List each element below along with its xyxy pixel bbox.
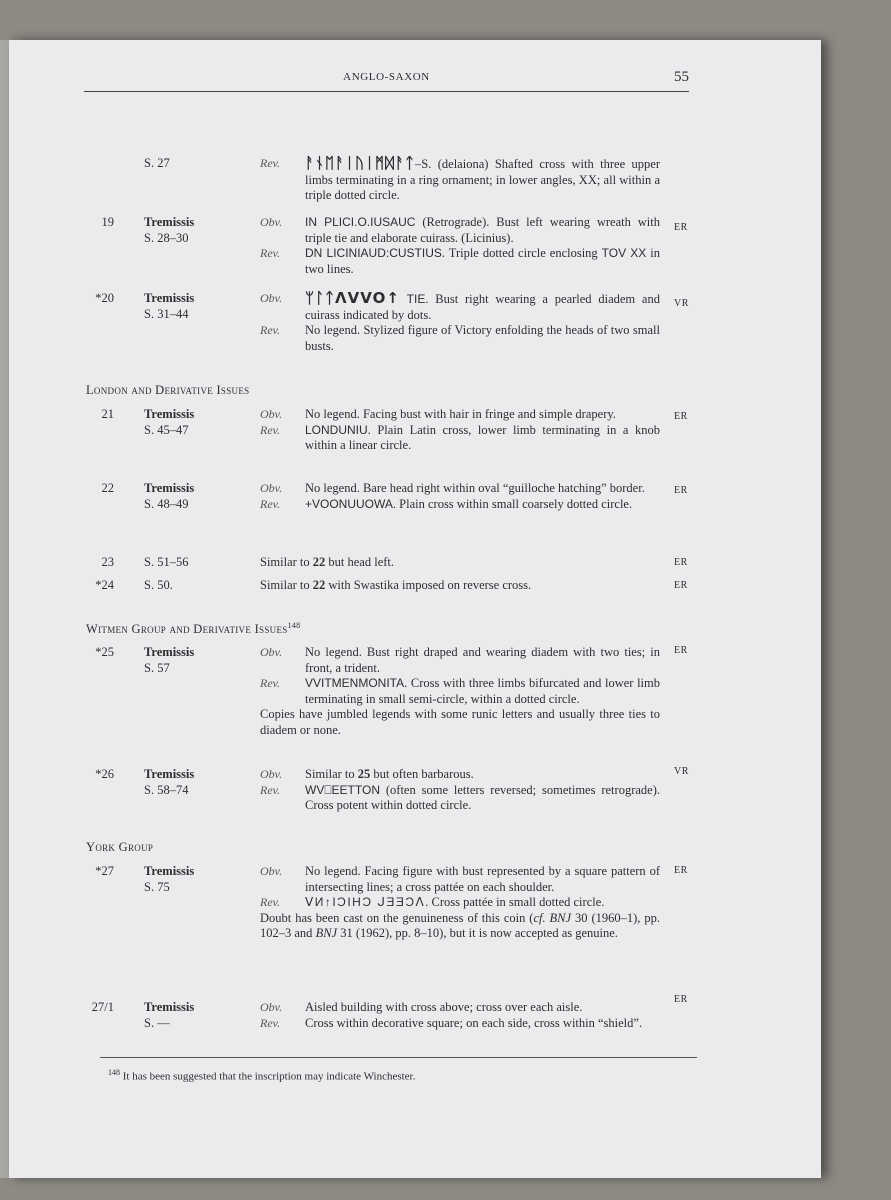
rev-label: Rev. <box>260 323 281 337</box>
rev-legend: WV⎕EETTON <box>305 782 380 797</box>
obv-runic-legend: ᛘᛚᛏΛVVO↑ <box>305 289 400 307</box>
footnote-rule <box>100 1057 697 1058</box>
section-heading-york: York Group <box>86 840 154 854</box>
entry-text-2: with Swastika imposed on reverse cross. <box>325 578 532 592</box>
entry-number: 19 <box>101 215 114 229</box>
rarity: ER <box>674 557 688 568</box>
obv-label: Obv. <box>260 767 283 781</box>
page-edge <box>0 40 9 1178</box>
entry-denomination: Tremissis <box>144 481 195 495</box>
obv-description: . Bust right wearing a pearled diadem and cuirass indicated by dots. <box>305 292 660 322</box>
entry-note <box>260 911 660 942</box>
footnote-number: 148 <box>108 1068 120 1077</box>
entry-denomination: Tremissis <box>144 767 195 781</box>
obv-description: No legend. Bust right draped and wearing diadem with two ties; in front, a trident. <box>305 645 660 675</box>
obv-description-2: but often barbarous. <box>370 767 474 781</box>
rarity: ER <box>674 645 688 656</box>
footnote <box>108 1068 415 1083</box>
note-citation: cf. BNJ <box>533 910 572 925</box>
obv-label: Obv. <box>260 407 283 421</box>
rev-description: . Cross with three limbs bifurcated and lower limb terminating in small semi-circle, within a dotted circle. <box>305 676 660 706</box>
obv-label: Obv. <box>260 291 283 305</box>
obv-label: Obv. <box>260 864 283 878</box>
section-heading-london: London and Derivative Issues <box>86 383 250 397</box>
obv-label: Obv. <box>260 215 283 229</box>
section-heading-witmen <box>86 621 300 637</box>
entry-number: *26 <box>95 767 114 781</box>
obv-legend-2: TIE <box>399 292 426 306</box>
rarity: ER <box>674 865 688 876</box>
entry-number: *25 <box>95 645 114 659</box>
entry-denomination: Tremissis <box>144 1000 195 1014</box>
cross-ref: 22 <box>312 578 326 592</box>
entry-number: 22 <box>101 481 114 495</box>
entry-ref: S. 58–74 <box>144 782 189 797</box>
entry-denomination: Tremissis <box>144 215 195 229</box>
entry-number: *20 <box>95 291 114 305</box>
note-text-2: 30 (1960–1), pp. 102–3 and <box>260 910 660 940</box>
rev-description-2: in two lines. <box>305 246 661 276</box>
obv-description: Similar to <box>305 767 358 781</box>
rev-label: Rev. <box>260 496 281 511</box>
page-header <box>84 69 689 92</box>
rev-label: Rev. <box>260 895 281 909</box>
entry-ref: S. 50. <box>144 578 173 592</box>
entry-number: 27/1 <box>91 1000 114 1014</box>
rarity: ER <box>674 222 688 233</box>
rev-label: Rev. <box>260 156 281 170</box>
entry-denomination: Tremissis <box>144 864 195 878</box>
rev-description: . Triple dotted circle enclosing <box>441 246 602 260</box>
rev-label: Rev. <box>260 676 281 690</box>
rarity: ER <box>674 411 688 422</box>
rev-description: Cross within decorative square; on each side, cross within “shield”. <box>305 1015 643 1030</box>
footnote-text: It has been suggested that the inscription may indicate Winchester. <box>122 1070 416 1083</box>
cross-ref: 25 <box>357 767 371 781</box>
rev-runic-legend: ᚨᚾᛖᚨᛁᚢᛁᛗᛞᚨᛏ <box>305 154 416 172</box>
note-text-3: 31 (1962), pp. 8–10), but it is now accepted as genuine. <box>337 926 618 940</box>
obv-label: Obv. <box>260 645 283 659</box>
rev-legend: LONDUNIU <box>305 422 368 437</box>
rev-description: No legend. Stylized figure of Victory enfolding the heads of two small busts. <box>305 323 660 353</box>
entry-ref: S. 51–56 <box>144 555 189 569</box>
note-text: Doubt has been cast on the genuineness of this coin ( <box>260 910 534 925</box>
entry-ref: S. 45–47 <box>144 422 189 437</box>
rev-description: . Cross pattée in small dotted circle. <box>425 895 605 909</box>
obv-description: (Retrograde). Bust left wearing wreath with triple tie and elaborate cuirass. (Licinius). <box>305 215 661 245</box>
rev-legend: DN LICINIAUD:CUSTIUS <box>305 246 442 260</box>
obv-label: Obv. <box>260 1000 283 1014</box>
note-citation-2: BNJ <box>315 926 338 940</box>
obv-description: No legend. Facing bust with hair in fringe and simple drapery. <box>305 407 616 421</box>
rev-description: . Plain Latin cross, lower limb terminating in a knob within a linear circle. <box>305 422 660 452</box>
rev-label: Rev. <box>260 422 281 437</box>
rev-label: Rev. <box>260 246 281 260</box>
rarity: VR <box>674 298 689 309</box>
entry-number: 23 <box>101 555 114 569</box>
rev-legend: VVITMENMONITA <box>305 676 405 690</box>
obv-description: Aisled building with cross above; cross over each aisle. <box>305 1000 583 1014</box>
obv-description: No legend. Bare head right within oval “guilloche hatching” border. <box>305 481 645 495</box>
entry-denomination: Tremissis <box>144 407 195 421</box>
entry-ref: S. — <box>144 1015 170 1030</box>
entry-ref: S. 57 <box>144 660 170 675</box>
entry-ref: S. 28–30 <box>144 230 189 245</box>
rarity: VR <box>674 766 689 777</box>
entry-ref: S. 75 <box>144 879 170 894</box>
rev-label: Rev. <box>260 1015 281 1030</box>
rev-label: Rev. <box>260 782 281 797</box>
rev-description: (often some letters reversed; sometimes retrograde). Cross potent within dotted circle. <box>305 782 660 812</box>
rev-legend: ᐯИ↑IƆIHƆ ᒍƎƎƆᐱ <box>305 895 426 909</box>
entry-number: *24 <box>95 578 114 592</box>
rarity: ER <box>674 580 688 591</box>
rev-legend-2: TOV XX <box>601 246 647 260</box>
entry-note: Copies have jumbled legends with some runic letters and usually three ties to diadem or none. <box>260 707 660 737</box>
obv-legend: IN PLICI.O.IUSAUC <box>305 215 416 229</box>
rarity: ER <box>674 485 688 496</box>
obv-label: Obv. <box>260 481 283 495</box>
entry-number: *27 <box>95 864 114 878</box>
entry-text: Similar to <box>260 555 313 569</box>
entry-denomination: Tremissis <box>144 291 195 305</box>
running-title: ANGLO-SAXON <box>343 71 430 83</box>
obv-description: No legend. Facing figure with bust represented by a square pattern of intersecting lines; a cross pattée on each shoulder. <box>305 864 660 894</box>
entry-ref: S. 31–44 <box>144 306 189 321</box>
rev-description: . Plain cross within small coarsely dotted circle. <box>392 496 633 511</box>
entry-number: 21 <box>101 407 114 421</box>
entry-text: Similar to <box>260 578 313 592</box>
entry-text-2: but head left. <box>325 555 395 569</box>
cross-ref: 22 <box>312 555 326 569</box>
section-heading-text: Witmen Group and Derivative Issues <box>86 622 288 637</box>
footnote-marker: 148 <box>287 621 301 630</box>
entry-denomination: Tremissis <box>144 645 195 659</box>
page-number: 55 <box>674 69 689 85</box>
entry-ref: S. 48–49 <box>144 496 189 511</box>
rev-description: –S. (delaiona) Shafted cross with three upper limbs terminating in a ring ornament; in lower angles, XX; all within a triple dotted circle. <box>305 157 660 202</box>
rev-legend: +VOONUUOWA <box>305 496 393 511</box>
entry-ref: S. 27 <box>144 156 170 170</box>
rarity: ER <box>674 994 688 1005</box>
